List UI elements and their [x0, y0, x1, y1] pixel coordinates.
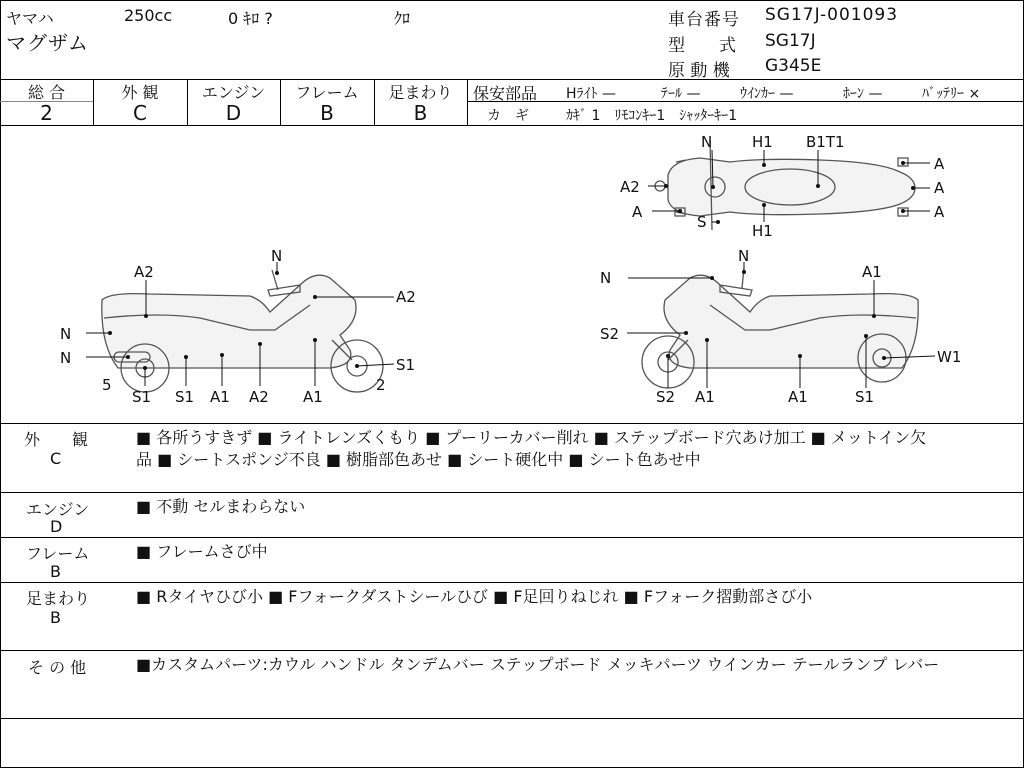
note-text-exterior-1: ■ 各所うすきず ■ ライトレンズくもり ■ プーリーカバー削れ ■ ステップボード穴あけ加工 ■ メットイン欠 [136, 428, 927, 447]
label-left-3: N [60, 325, 72, 343]
label-left-11: S1 [396, 356, 416, 374]
label-top-5: A [934, 179, 945, 197]
divider [0, 650, 1023, 651]
label-left-7: S1 [175, 388, 195, 406]
safety-battery: ﾊﾞｯﾃﾘｰ × [922, 86, 981, 102]
label-top-6: A [934, 203, 945, 221]
label-right-4: W1 [937, 348, 962, 366]
note-grade-frame: B [50, 562, 61, 581]
label-right-8: S1 [855, 388, 875, 406]
label-right-5: S2 [656, 388, 676, 406]
divider [0, 718, 1023, 719]
label-top-0: N [701, 133, 713, 151]
label-left-10: A1 [303, 388, 323, 406]
label-right-6: A1 [695, 388, 715, 406]
label-right-7: A1 [788, 388, 808, 406]
divider [0, 537, 1023, 538]
grade-label-exterior: 外 観 [121, 83, 159, 102]
grade-label-engine: エンジン [201, 83, 266, 102]
label-top-1: H1 [752, 133, 773, 151]
label-right-1: N [738, 247, 750, 265]
frame-no-label: 車台番号 [668, 10, 740, 30]
divider [0, 582, 1023, 583]
model-code: SG17J [765, 31, 816, 51]
label-top-4: A2 [620, 178, 640, 196]
grade-suspension: B [413, 101, 428, 125]
note-text-exterior-2: 品 ■ シートスポンジ不良 ■ 樹脂部色あせ ■ シート硬化中 ■ シート色あせ中 [136, 450, 701, 469]
model-code-label: 型 式 [668, 36, 736, 56]
label-left-2: A2 [396, 288, 416, 306]
label-left-12: 2 [376, 376, 386, 394]
label-left-9: A2 [249, 388, 269, 406]
frame-no: SG17J-001093 [765, 5, 899, 25]
label-left-1: A2 [134, 263, 154, 281]
label-left-6: S1 [132, 388, 152, 406]
scooter-right-view [642, 268, 918, 388]
model-name: マグザム [6, 31, 89, 55]
grade-engine: D [225, 101, 242, 125]
label-top-8: H1 [752, 222, 773, 240]
note-label-suspension: 足まわり [26, 589, 91, 608]
note-grade-exterior: C [50, 449, 62, 468]
engine-code: G345E [765, 56, 822, 76]
safety-label: 保安部品 [473, 84, 538, 103]
note-text-frame: ■ フレームさび中 [136, 542, 268, 561]
label-left-0: N [271, 247, 283, 265]
grade-label-overall: 総 合 [27, 83, 66, 102]
label-top-9: A [632, 203, 643, 221]
note-text-engine: ■ 不動 セルまわらない [136, 497, 306, 516]
body-color: ｸﾛ [394, 9, 411, 28]
label-top-7: S [697, 213, 707, 231]
mileage: 0 ｷﾛ ? [228, 9, 273, 28]
note-grade-engine: D [50, 517, 63, 536]
label-right-0: N [600, 269, 612, 287]
label-right-3: S2 [600, 325, 620, 343]
scooter-top-view [655, 140, 915, 230]
note-text-other: ■カスタムパーツ:カウル ハンドル タンデムバー ステップボード メッキパーツ ウインカー テールランプ レバー [136, 655, 940, 674]
grade-overall: 2 [40, 101, 53, 125]
scooter-left-view [102, 270, 383, 392]
grade-label-frame: フレーム [295, 83, 359, 102]
note-label-other: そ の 他 [28, 658, 87, 677]
label-top-2: B1T1 [806, 133, 845, 151]
safety-winker: ｳｲﾝｶｰ — [740, 86, 794, 102]
note-label-engine: エンジン [26, 500, 90, 519]
grade-label-suspension: 足まわり [388, 83, 453, 102]
note-label-frame: フレーム [26, 544, 90, 563]
key-value: ｶｷﾞ 1 ﾘﾓｺﾝｷｰ1 ｼｬｯﾀｰｷｰ1 [566, 108, 738, 124]
note-grade-suspension: B [50, 608, 61, 627]
grade-exterior: C [133, 101, 147, 125]
label-top-3: A [934, 155, 945, 173]
maker: ヤマハ [6, 9, 54, 28]
safety-headlight: Hﾗｲﾄ — [566, 86, 616, 102]
label-left-8: A1 [210, 388, 230, 406]
safety-horn: ﾎｰﾝ — [843, 86, 883, 102]
label-left-4: N [60, 349, 72, 367]
grade-frame: B [320, 101, 334, 125]
displacement: 250cc [124, 6, 173, 25]
label-left-5: 5 [102, 376, 112, 394]
note-label-exterior: 外 観 [24, 430, 89, 449]
key-label: カ ギ [487, 108, 529, 124]
safety-tail: ﾃｰﾙ — [661, 86, 701, 102]
label-right-2: A1 [862, 263, 882, 281]
note-text-suspension: ■ Rタイヤひび小 ■ Fフォークダストシールひび ■ F足回りねじれ ■ Fフォーク摺動部さび小 [136, 587, 813, 606]
engine-label: 原 動 機 [668, 61, 730, 81]
divider [0, 492, 1023, 493]
